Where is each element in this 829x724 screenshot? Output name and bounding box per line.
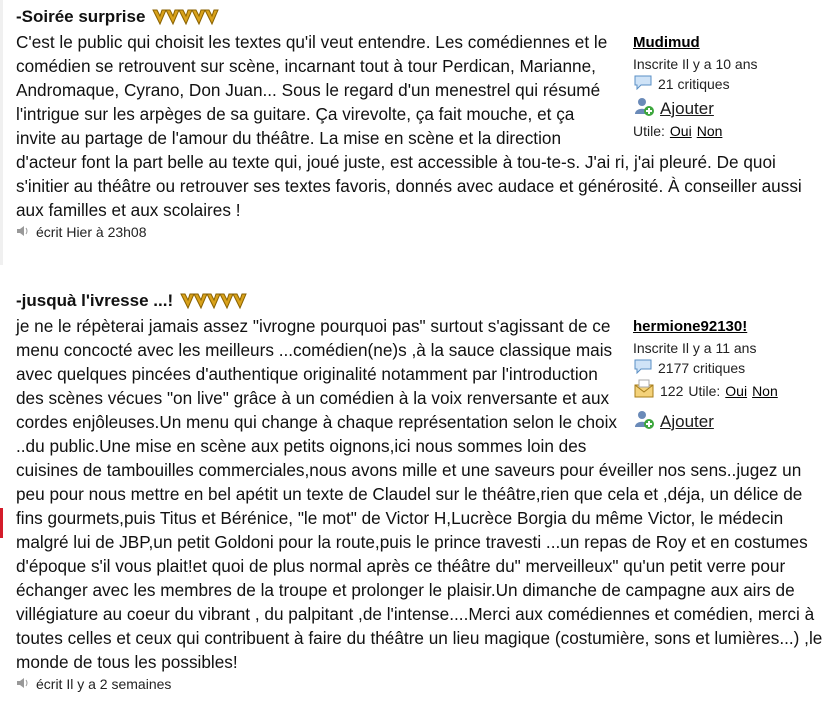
vote-yes-link[interactable]: Oui <box>669 123 692 139</box>
add-friend-row[interactable] <box>633 408 823 435</box>
review-text: je ne le répèterai jamais assez "ivrogne pourquoi pas" surtout s'agissant de ce menu concocté avec les meilleurs ...comédien(ne)s ,à la sauce classique mais avec quelques pincées d'authentique originalité notamment par l'introduction des scènes vécues "on live" grâce à un comédien à la voix renversante et aux cordes enjôleuses.Un menu qui change à chaque représentation selon le choix ..du public.Une mise en scène aux petits oignons,ici nous sommes loin des cuisines de tambouilles commerciales,nous avons mille et une saveurs pour éveiller nos sens..jugez un peu pour nous mettre en bel apétit un texte de Claudel sur le théâtre,rien que cela et ,déja, un délice de fins gourmets,puis Titus et Bérénice, "le mot" de Victor H,Lucrèce Borgia du même Victor, le médecin malgré lui de JBP,un petit Goldoni pour la route,puis le prince travesti ...un repas de Roy et en costumes d'époque s'il vous plait!et quoi de plus normal après ce théâtre du" merveilleux" qu'un petit verre pour échanger avec les membres de la troupe et prolonger le plaisir.Un dimanche de campagne aux airs de villégiature au coeur du vibrant , du palpitant ,de l'intense....Merci aux comédiennes et comédien, merci à toutes celles et ceux qui contribuent à faire du théâtre un lieu magique (costumière, sons et lumières...) ,le monde de tous les possibles! <box>16 316 823 672</box>
add-friend-row[interactable] <box>633 95 823 122</box>
page-left-border <box>0 0 3 265</box>
speech-bubble-icon <box>633 74 653 95</box>
useful-label: Utile: <box>688 383 721 399</box>
author-since: Inscrite Il y a 11 ans <box>633 340 757 356</box>
author-panel <box>633 34 823 141</box>
useful-vote <box>633 122 823 141</box>
review-meta <box>16 224 823 240</box>
author-panel <box>633 318 823 435</box>
author-name-link[interactable]: Mudimud <box>633 34 700 51</box>
review-card <box>16 4 823 240</box>
vote-no-link[interactable]: Non <box>696 123 723 139</box>
critiques-count: 21 critiques <box>658 76 730 92</box>
review-header <box>16 4 823 30</box>
vote-no-link[interactable]: Non <box>752 383 778 399</box>
review-meta <box>16 676 823 692</box>
envelope-icon <box>633 379 655 404</box>
left-red-marker <box>0 508 3 538</box>
add-friend-link[interactable]: Ajouter <box>660 99 714 118</box>
critiques-count-row <box>633 358 823 379</box>
review-card <box>16 288 823 692</box>
critiques-count-row <box>633 74 823 95</box>
speech-bubble-icon <box>633 358 653 379</box>
add-user-icon <box>633 408 655 435</box>
author-since: Inscrite Il y a 10 ans <box>633 56 758 72</box>
review-header <box>16 288 823 314</box>
review-text: C'est le public qui choisit les textes qu'il veut entendre. Les comédiennes et le comédien se retrouvent sur scène, incarnant tout à tour Perdican, Marianne, Andromaque, Cyrano, Don Juan... Sous le regard d'un menestrel qui résumé l'intrigue sur les arpèges de sa guitare. Ça virevolte, ça fait mouche, et ça invite au partage de l'amour du théâtre. La mise en scène et la direction d'acteur font la part belle au texte qui, joué juste, est accessible à tou-te-s. J'ai ri, j'ai pleuré. De quoi s'initier au théâtre ou retrouver ses textes favoris, donnés avec audace et générosité. À conseiller aussi aux familles et aux scolaires ! <box>16 32 802 220</box>
review-title: -jusquà l'ivresse ...! <box>16 291 174 310</box>
useful-label: Utile: <box>633 123 665 139</box>
add-user-icon <box>633 95 655 122</box>
message-count: 122 <box>660 383 684 399</box>
useful-vote <box>633 379 823 404</box>
critiques-count: 2177 critiques <box>658 360 746 376</box>
author-name-link[interactable]: hermione92130! <box>633 318 748 335</box>
rating-masks-icon <box>179 291 247 311</box>
speaker-icon <box>16 676 30 692</box>
add-friend-link[interactable]: Ajouter <box>660 412 714 431</box>
review-date: écrit Il y a 2 semaines <box>36 676 172 692</box>
speaker-icon <box>16 224 30 240</box>
review-title: -Soirée surprise <box>16 7 146 26</box>
rating-masks-icon <box>151 7 219 27</box>
review-date: écrit Hier à 23h08 <box>36 224 147 240</box>
vote-yes-link[interactable]: Oui <box>725 383 748 399</box>
